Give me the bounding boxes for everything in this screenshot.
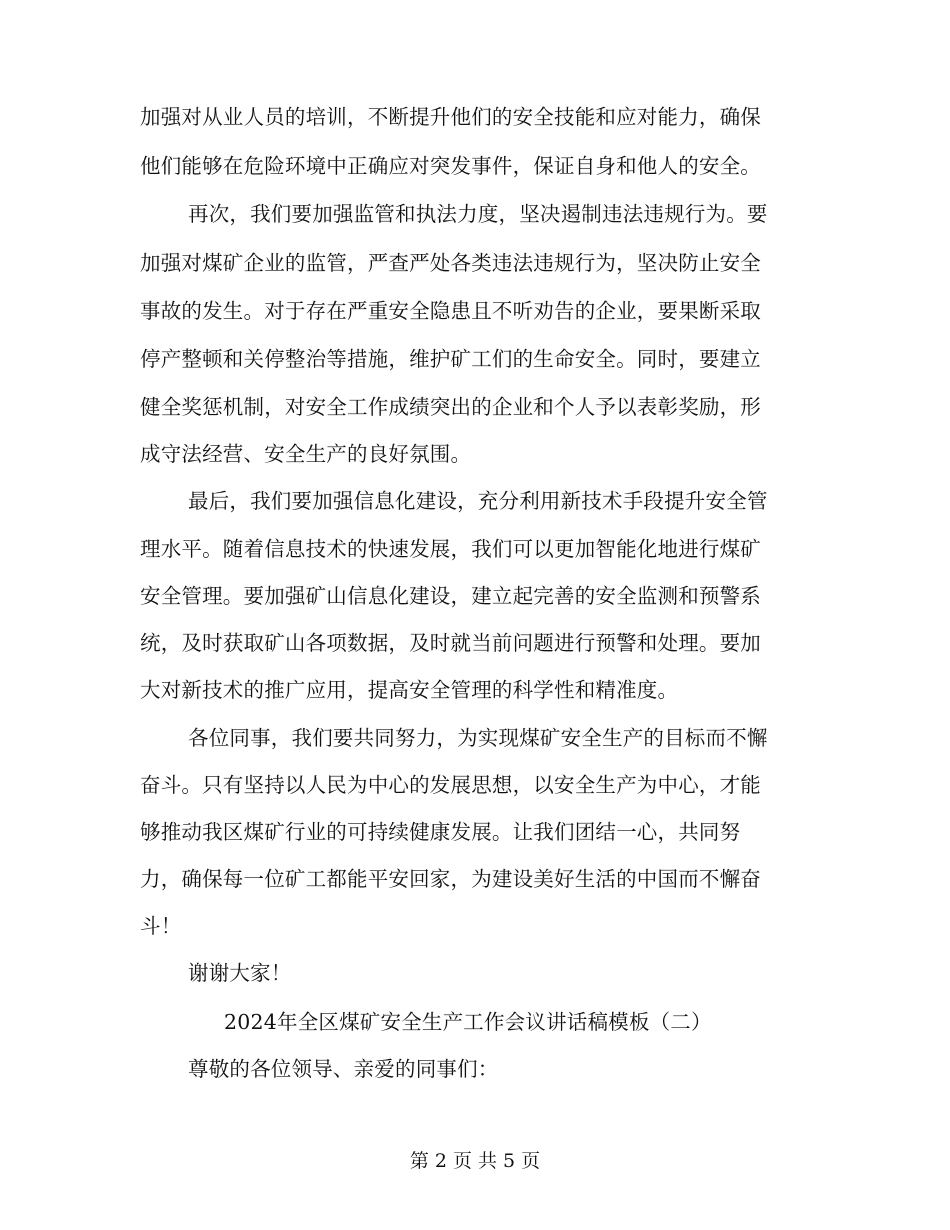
paragraph-line: 理水平。随着信息技术的快速发展，我们可以更加智能化地进行煤矿 bbox=[140, 537, 761, 561]
page-number-footer: 第 2 页 共 5 页 bbox=[409, 1150, 541, 1172]
paragraph-line: 加强对煤矿企业的监管，严查严处各类违法违规行为，坚决防止安全 bbox=[140, 251, 761, 275]
paragraph-line: 大对新技术的推广应用，提高安全管理的科学性和精准度。 bbox=[140, 678, 679, 702]
paragraph-line: 最后，我们要加强信息化建设，充分利用新技术手段提升安全管 bbox=[188, 489, 768, 513]
closing-line: 谢谢大家！ bbox=[188, 961, 292, 985]
paragraph-line: 加强对从业人员的培训，不断提升他们的安全技能和应对能力，确保 bbox=[140, 105, 761, 129]
paragraph-line: 再次，我们要加强监管和执法力度，坚决遏制违法违规行为。要 bbox=[188, 202, 768, 226]
paragraph-line: 他们能够在危险环境中正确应对突发事件，保证自身和他人的安全。 bbox=[140, 154, 761, 178]
paragraph-line: 安全管理。要加强矿山信息化建设，建立起完善的安全监测和预警系 bbox=[140, 584, 761, 608]
paragraph-line: 奋斗。只有坚持以人民为中心的发展思想，以安全生产为中心，才能 bbox=[140, 773, 761, 797]
paragraph-line: 健全奖惩机制，对安全工作成绩突出的企业和个人予以表彰奖励，形 bbox=[140, 395, 761, 419]
salutation-line: 尊敬的各位领导、亲爱的同事们： bbox=[188, 1057, 499, 1081]
paragraph-line: 斗！ bbox=[140, 914, 182, 938]
section-title: 2024年全区煤矿安全生产工作会议讲话稿模板（二） bbox=[224, 1010, 712, 1034]
paragraph-line: 成守法经营、安全生产的良好氛围。 bbox=[140, 442, 472, 466]
paragraph-line: 够推动我区煤矿行业的可持续健康发展。让我们团结一心，共同努 bbox=[140, 820, 741, 844]
paragraph-line: 事故的发生。对于存在严重安全隐患且不听劝告的企业，要果断采取 bbox=[140, 299, 761, 323]
paragraph-line: 各位同事，我们要共同努力，为实现煤矿安全生产的目标而不懈 bbox=[188, 726, 768, 750]
paragraph-line: 力，确保每一位矿工都能平安回家，为建设美好生活的中国而不懈奋 bbox=[140, 867, 761, 891]
paragraph-line: 停产整顿和关停整治等措施，维护矿工们的生命安全。同时，要建立 bbox=[140, 347, 761, 371]
paragraph-line: 统，及时获取矿山各项数据，及时就当前问题进行预警和处理。要加 bbox=[140, 631, 761, 655]
